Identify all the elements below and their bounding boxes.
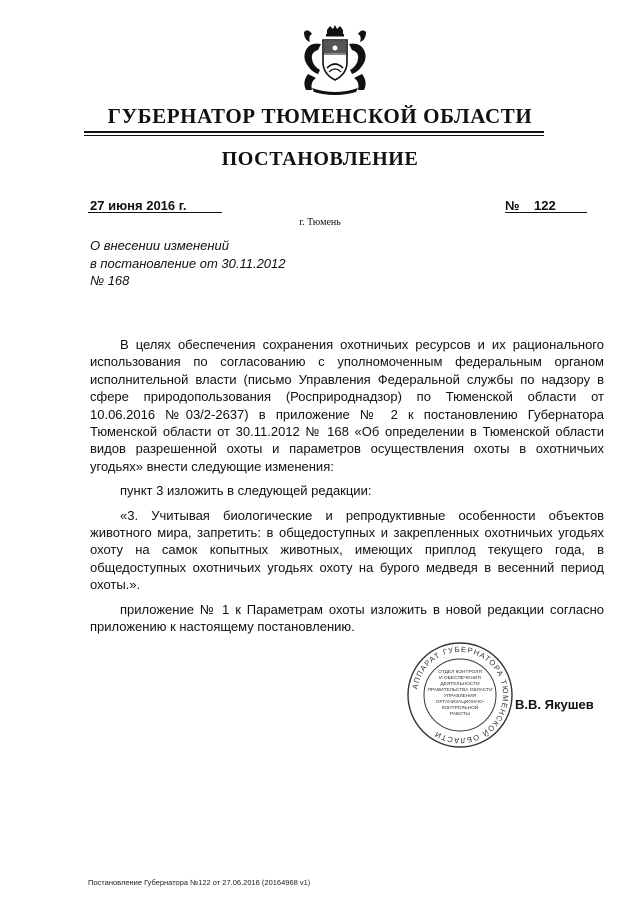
stamp-center-line: КОНТРОЛЬНОЙ xyxy=(441,706,479,711)
stamp-center-line: И ОБЕСПЕЧЕНИЯ xyxy=(439,676,481,681)
date-underline xyxy=(88,212,222,213)
stamp-center-line: ПРАВИТЕЛЬСТВА ОБЛАСТИ xyxy=(427,688,493,693)
body-paragraph: В целях обеспечения сохранения охотничьих ресурсов и их рационального использования по согласованию с уполномоченным федеральным органом исполнительной власти (письмо Управления Федеральной службы по надзору в сфере природопользования (Росприроднадзор) по Тюменской области от 10.06.2016 №03/2-2637) в приложение № 2 к постановлению Губернатора Тюменской области от 30.11.2012 № 168 «Об определении в Тюменской области видов разрешенной охоты и параметров осуществления охоты в охотничьих угодьях» внести следующие изменения: xyxy=(90,337,604,474)
body-paragraph: «3. Учитывая биологические и репродуктивные особенности объектов животного мира, запретить: в общедоступных и закрепленных охотничьих угодьях охоту на самок копытных животных, имеющих приплод текущего года, в общедоступных охотничьих угодьях охоту на бурого медведя в весенний период охоты.». xyxy=(90,507,604,593)
document-date: 27 июня 2016 г. xyxy=(90,198,187,213)
document-type: ПОСТАНОВЛЕНИЕ xyxy=(221,148,419,170)
stamp-center-line: РАБОТЫ xyxy=(449,712,471,717)
number-underline xyxy=(505,212,587,213)
document-subject xyxy=(90,237,330,290)
stamp-center-line: УПРАВЛЕНИЯ xyxy=(443,694,477,699)
stamp-center-line: ОРГАНИЗАЦИОННО- xyxy=(435,700,485,705)
subject-line: в постановление от 30.11.2012 xyxy=(90,255,286,271)
document-footer: Постановление Губернатора №122 от 27.06.2016 (20164968 v1) xyxy=(88,878,311,887)
stamp-center-line: ОТДЕЛ КОНТРОЛЯ xyxy=(438,670,482,675)
stamp-center-line: ДЕЯТЕЛЬНОСТИ xyxy=(440,682,480,687)
number-label: № xyxy=(505,198,520,213)
subject-line: № 168 xyxy=(90,273,130,288)
header-rule-thick xyxy=(84,131,544,133)
document-body xyxy=(90,336,604,636)
signer-name: В.В. Якушев xyxy=(515,697,594,712)
subject-line: О внесении изменений xyxy=(90,238,229,253)
body-paragraph: пункт 3 изложить в следующей редакции: xyxy=(120,483,372,499)
stamp-ring-text: АППАРАТ ГУБЕРНАТОРА ТЮМЕНСКОЙ ОБЛАСТИ xyxy=(410,644,511,746)
body-paragraph: приложение № 1 к Параметрам охоты изложить в новой редакции согласно приложению к настоящему постановлению. xyxy=(90,601,604,635)
issuer-title: ГУБЕРНАТОР ТЮМЕНСКОЙ ОБЛАСТИ xyxy=(107,104,533,128)
official-stamp xyxy=(405,640,515,750)
document-city: г. Тюмень xyxy=(299,217,341,228)
header-rule-thin xyxy=(84,135,544,136)
document-number: 122 xyxy=(534,198,556,213)
tyumen-coat-of-arms-icon xyxy=(298,24,372,96)
